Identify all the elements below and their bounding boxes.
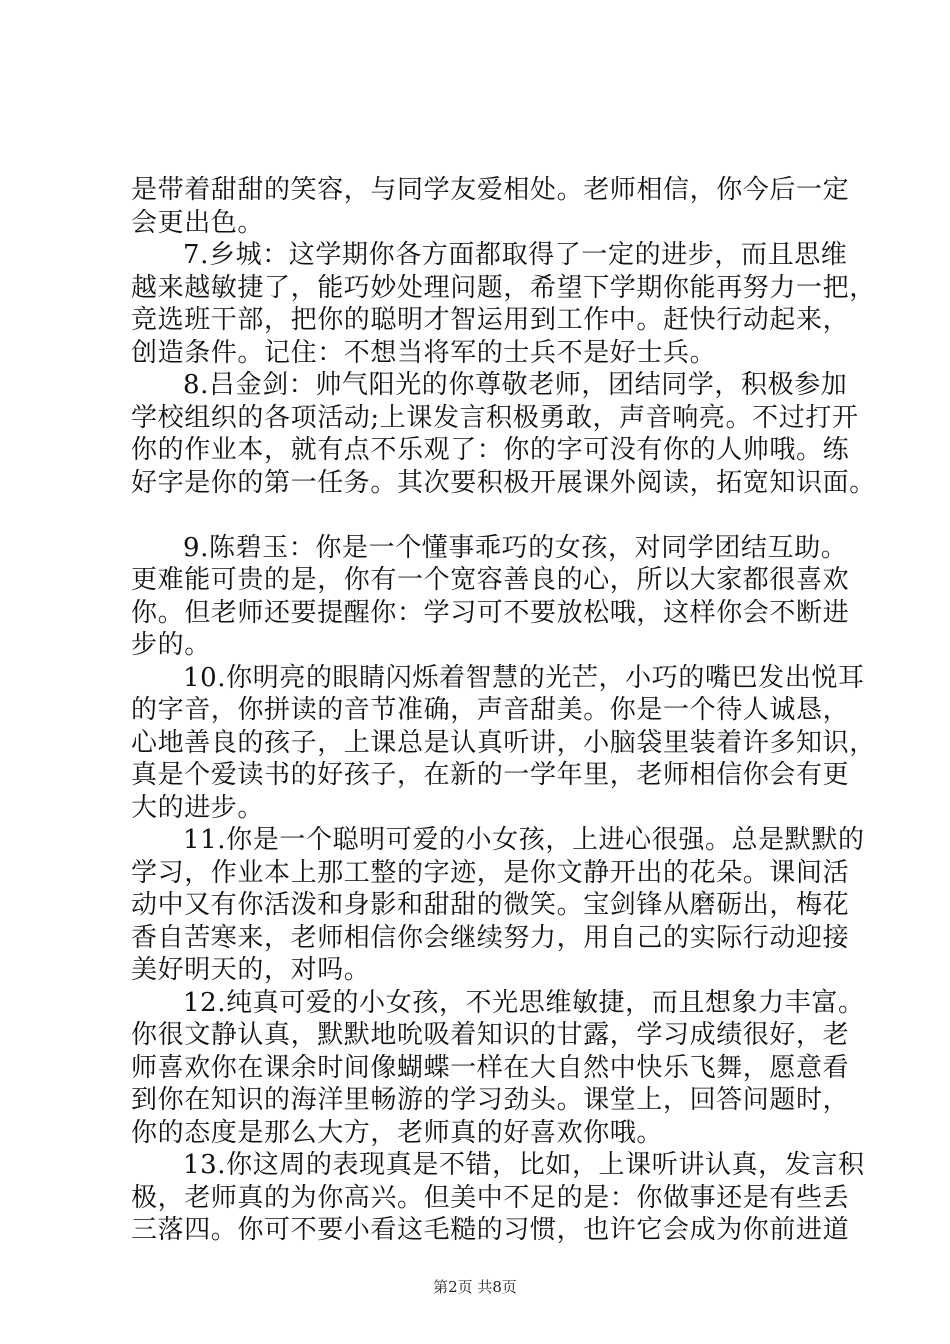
text-line: 心地善良的孩子，上课总是认真听讲，小脑袋里装着许多知识， (131, 727, 876, 758)
text-line: 三落四。你可不要小看这毛糙的习惯，也许它会成为你前进道 (131, 1215, 850, 1245)
text-line: 极，老师真的为你高兴。但美中不足的是：你做事还是有些丢 (131, 1182, 850, 1213)
text-line: 的字音，你拼读的音节准确，声音甜美。你是一个待人诚恳， (131, 695, 850, 725)
text-line: 创造条件。记住：不想当将军的士兵不是好士兵。 (131, 337, 717, 368)
text-line: 美好明天的，对吗。 (131, 955, 371, 985)
text-line: 你的作业本，就有点不乐观了：你的字可没有你的人帅哦。练 (131, 435, 850, 465)
text-line: 动中又有你活泼和身影和甜甜的微笑。宝剑锋从磨砺出，梅花 (131, 890, 850, 920)
paragraph-gap (131, 499, 841, 532)
text-line: 到你在知识的海洋里畅游的学习劲头。课堂上，回答问题时， (131, 1085, 850, 1115)
text-line: 越来越敏捷了，能巧妙处理问题，希望下学期你能再努力一把， (131, 272, 876, 303)
text-line: 更难能可贵的是，你有一个宽容善良的心，所以大家都很喜欢 (131, 565, 850, 595)
text-line: 真是个爱读书的好孩子，在新的一学年里，老师相信你会有更 (131, 760, 850, 790)
text-line: 香自苦寒来，老师相信你会继续努力，用自己的实际行动迎接 (131, 922, 850, 953)
text-line: 大的进步。 (131, 792, 265, 823)
paragraph-8-start: 8.吕金剑：帅气阳光的你尊敬老师，团结同学，积极参加 (183, 370, 848, 400)
text-line: 你的态度是那么大方，老师真的好喜欢你哦。 (131, 1117, 664, 1148)
text-line: 你。但老师还要提醒你：学习可不要放松哦，这样你会不断进 (131, 597, 850, 628)
text-line: 学习，作业本上那工整的字迹，是你文静开出的花朵。课间活 (131, 857, 850, 888)
paragraph-10-start: 10.你明亮的眼睛闪烁着智慧的光芒，小巧的嘴巴发出悦耳 (183, 662, 865, 693)
text-line: 是带着甜甜的笑容，与同学友爱相处。老师相信，你今后一定 (131, 175, 850, 205)
page-number-footer: 第2页 共8页 (433, 1278, 517, 1296)
paragraph-12-start: 12.纯真可爱的小女孩，不光思维敏捷，而且想象力丰富。 (183, 987, 865, 1018)
text-line: 你很文静认真，默默地吮吸着知识的甘露，学习成绩很好，老 (131, 1020, 850, 1050)
text-line: 师喜欢你在课余时间像蝴蝶一样在大自然中快乐飞舞，愿意看 (131, 1052, 850, 1083)
paragraph-13-start: 13.你这周的表现真是不错，比如，上课听讲认真，发言积 (183, 1150, 865, 1180)
document-body (131, 174, 876, 1247)
paragraph-11-start: 11.你是一个聪明可爱的小女孩，上进心很强。总是默默的 (183, 825, 865, 855)
text-line: 学校组织的各项活动;上课发言积极勇敢，声音响亮。不过打开 (131, 402, 859, 433)
paragraph-9-start: 9.陈碧玉：你是一个懂事乖巧的女孩，对同学团结互助。 (183, 532, 848, 563)
text-line: 竞选班干部，把你的聪明才智运用到工作中。赶快行动起来， (131, 305, 850, 335)
text-line: 步的。 (131, 630, 211, 660)
text-line: 会更出色。 (131, 207, 265, 238)
paragraph-7-start: 7.乡城：这学期你各方面都取得了一定的进步，而且思维 (183, 240, 848, 270)
text-line: 好字是你的第一任务。其次要积极开展课外阅读，拓宽知识面。 (131, 467, 876, 498)
